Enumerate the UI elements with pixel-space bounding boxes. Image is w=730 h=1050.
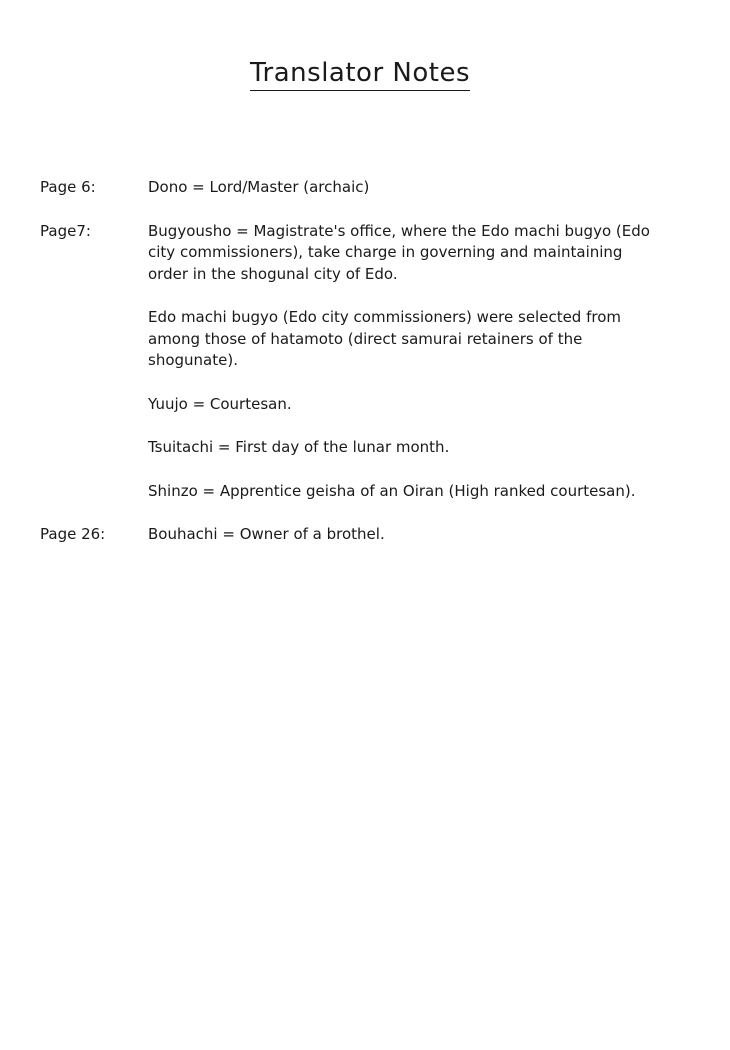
note-text: Bugyousho = Magistrate's office, where the Edo machi bugyo (Edo city commissioners), take charge in governing and maintaining order in the shogunal city of Edo. [148, 221, 650, 283]
page-label: Page7: [40, 221, 91, 240]
note-text: Bouhachi = Owner of a brothel. [148, 525, 385, 543]
notes-list [40, 177, 660, 568]
note-entry-page-26 [40, 524, 660, 546]
note-body [148, 177, 660, 199]
note-text: Tsuitachi = First day of the lunar month. [148, 438, 450, 456]
note-body [148, 221, 660, 503]
note-entry-page-7 [40, 221, 660, 503]
note-text: Edo machi bugyo (Edo city commissioners) were selected from among those of hatamoto (direct samurai retainers of the shogunate). [148, 308, 621, 369]
note-text: Yuujo = Courtesan. [148, 394, 292, 413]
page-label: Page 6: [40, 178, 96, 196]
note-body [148, 524, 660, 546]
note-entry-page-6 [40, 177, 660, 199]
page-label: Page 26: [40, 525, 106, 543]
note-text: Shinzo = Apprentice geisha of an Oiran (High ranked courtesan). [148, 481, 636, 500]
page-title: Translator Notes [250, 58, 470, 91]
note-text: Dono = Lord/Master (archaic) [148, 178, 370, 196]
page-title-wrapper [0, 58, 720, 91]
